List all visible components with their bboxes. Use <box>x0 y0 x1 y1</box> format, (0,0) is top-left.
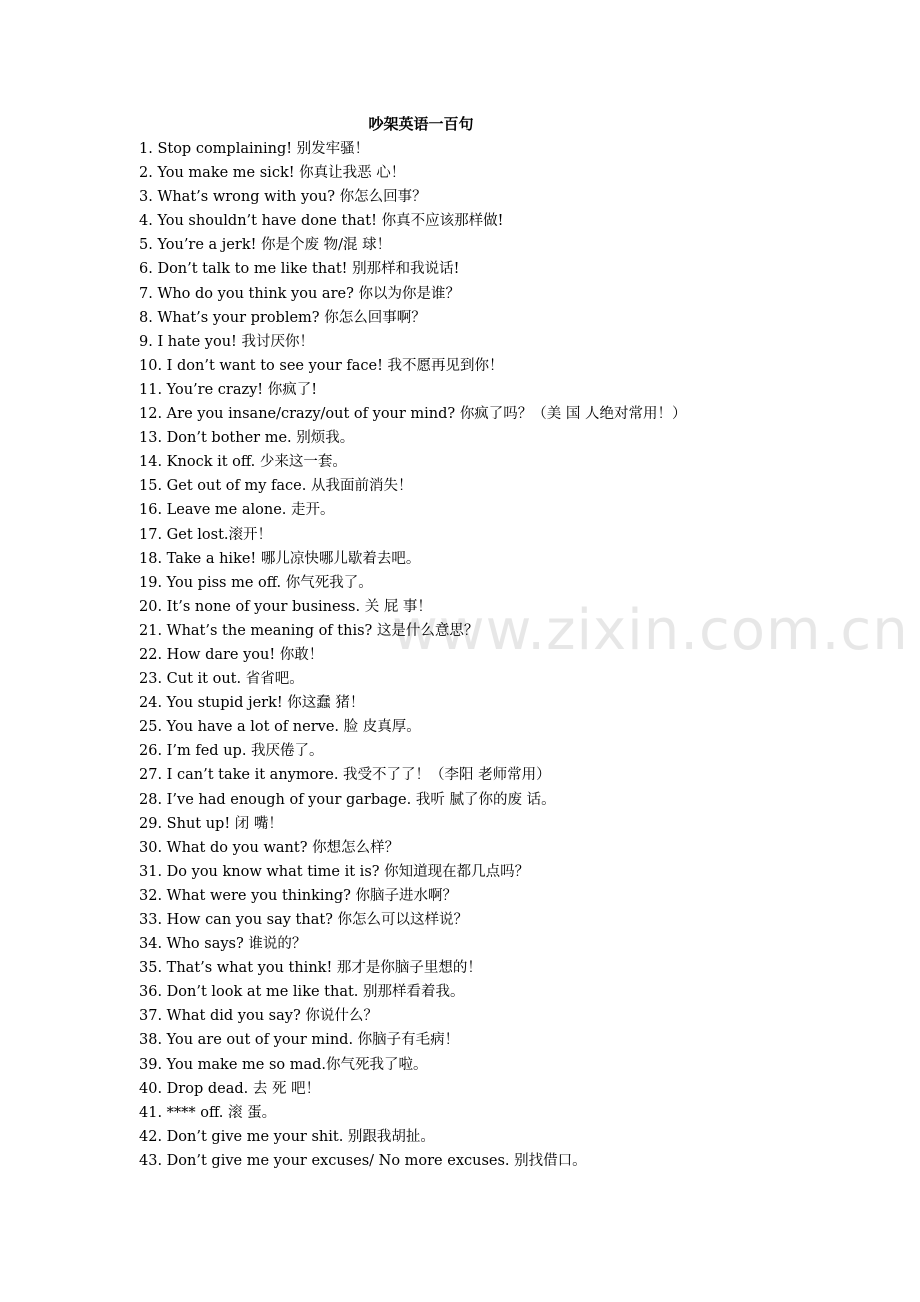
phrase-line: 28. I’ve had enough of your garbage. 我听 腻了你的废 话。 <box>139 791 556 808</box>
phrase-line: 40. Drop dead. 去 死 吧！ <box>139 1080 321 1097</box>
phrase-line: 3. What’s wrong with you? 你怎么回事？ <box>139 189 427 206</box>
phrase-line: 34. Who says? 谁说的？ <box>139 936 307 953</box>
phrase-line: 31. Do you know what time it is? 你知道现在都几点吗？ <box>139 863 530 880</box>
phrase-line: 8. What’s your problem? 你怎么回事啊？ <box>139 309 426 326</box>
phrase-line: 17. Get lost.滚开！ <box>139 526 273 543</box>
phrase-line: 33. How can you say that? 你怎么可以这样说？ <box>139 912 469 928</box>
phrase-line: 37. What did you say? 你说什么？ <box>139 1008 378 1025</box>
phrase-line: 26. I’m fed up. 我厌倦了。 <box>139 743 324 760</box>
phrase-line: 30. What do you want? 你想怎么样？ <box>139 839 400 856</box>
phrase-line: 27. I can’t take it anymore. 我受不了了！（李阳 老师常用） <box>139 767 551 784</box>
phrase-line: 29. Shut up! 闭 嘴！ <box>139 815 283 832</box>
phrase-line: 15. Get out of my face. 从我面前消失！ <box>139 478 413 495</box>
phrase-line: 24. You stupid jerk! 你这蠢 猪！ <box>139 695 365 712</box>
phrase-line: 43. Don’t give me your excuses/ No more excuses. 别找借口。 <box>139 1152 587 1169</box>
phrase-line: 6. Don’t talk to me like that! 别那样和我说话! <box>139 261 460 278</box>
phrase-line: 42. Don’t give me your shit. 别跟我胡扯。 <box>139 1128 435 1145</box>
phrase-line: 12. Are you insane/crazy/out of your mind? 你疯了吗？（美 国 人绝对常用！） <box>139 406 687 423</box>
phrase-line: 7. Who do you think you are? 你以为你是谁？ <box>139 285 460 302</box>
phrase-line: 4. You shouldn’t have done that! 你真不应该那样做! <box>139 213 504 230</box>
phrase-line: 39. You make me so mad.你气死我了啦。 <box>139 1056 428 1073</box>
phrase-line: 38. You are out of your mind. 你脑子有毛病！ <box>139 1032 460 1049</box>
phrase-line: 18. Take a hike! 哪儿凉快哪儿歇着去吧。 <box>139 550 421 567</box>
watermark: www.zixin.com.cn <box>392 598 909 663</box>
document-title: 吵架英语一百句 <box>368 115 474 133</box>
phrase-line: 41. **** off. 滚 蛋。 <box>139 1104 277 1121</box>
phrase-line: 35. That’s what you think! 那才是你脑子里想的！ <box>139 960 482 977</box>
phrase-line: 9. I hate you! 我讨厌你！ <box>139 333 314 350</box>
phrase-line: 19. You piss me off. 你气死我了。 <box>139 574 373 591</box>
phrase-list <box>139 137 859 1173</box>
phrase-line: 32. What were you thinking? 你脑子进水啊？ <box>139 887 458 904</box>
phrase-line: 20. It’s none of your business. 关 屁 事！ <box>139 598 432 615</box>
phrase-line: 2. You make me sick! 你真让我恶 心！ <box>139 165 406 182</box>
phrase-line: 10. I don’t want to see your face! 我不愿再见到你！ <box>139 357 504 374</box>
phrase-line: 25. You have a lot of nerve. 脸 皮真厚。 <box>139 719 421 736</box>
phrase-line: 23. Cut it out. 省省吧。 <box>139 671 304 688</box>
phrase-line: 11. You’re crazy! 你疯了! <box>139 381 318 398</box>
phrase-line: 21. What’s the meaning of this? 这是什么意思？ <box>139 622 479 639</box>
phrase-line: 16. Leave me alone. 走开。 <box>139 502 335 519</box>
phrase-line: 14. Knock it off. 少来这一套。 <box>139 454 347 471</box>
phrase-line: 1. Stop complaining! 别发牢骚！ <box>139 141 370 157</box>
phrase-line: 5. You’re a jerk! 你是个废 物/混 球！ <box>139 237 392 254</box>
phrase-line: 22. How dare you! 你敢！ <box>139 646 324 663</box>
phrase-line: 13. Don’t bother me. 别烦我。 <box>139 430 355 447</box>
phrase-line: 36. Don’t look at me like that. 别那样看着我。 <box>139 984 465 1001</box>
